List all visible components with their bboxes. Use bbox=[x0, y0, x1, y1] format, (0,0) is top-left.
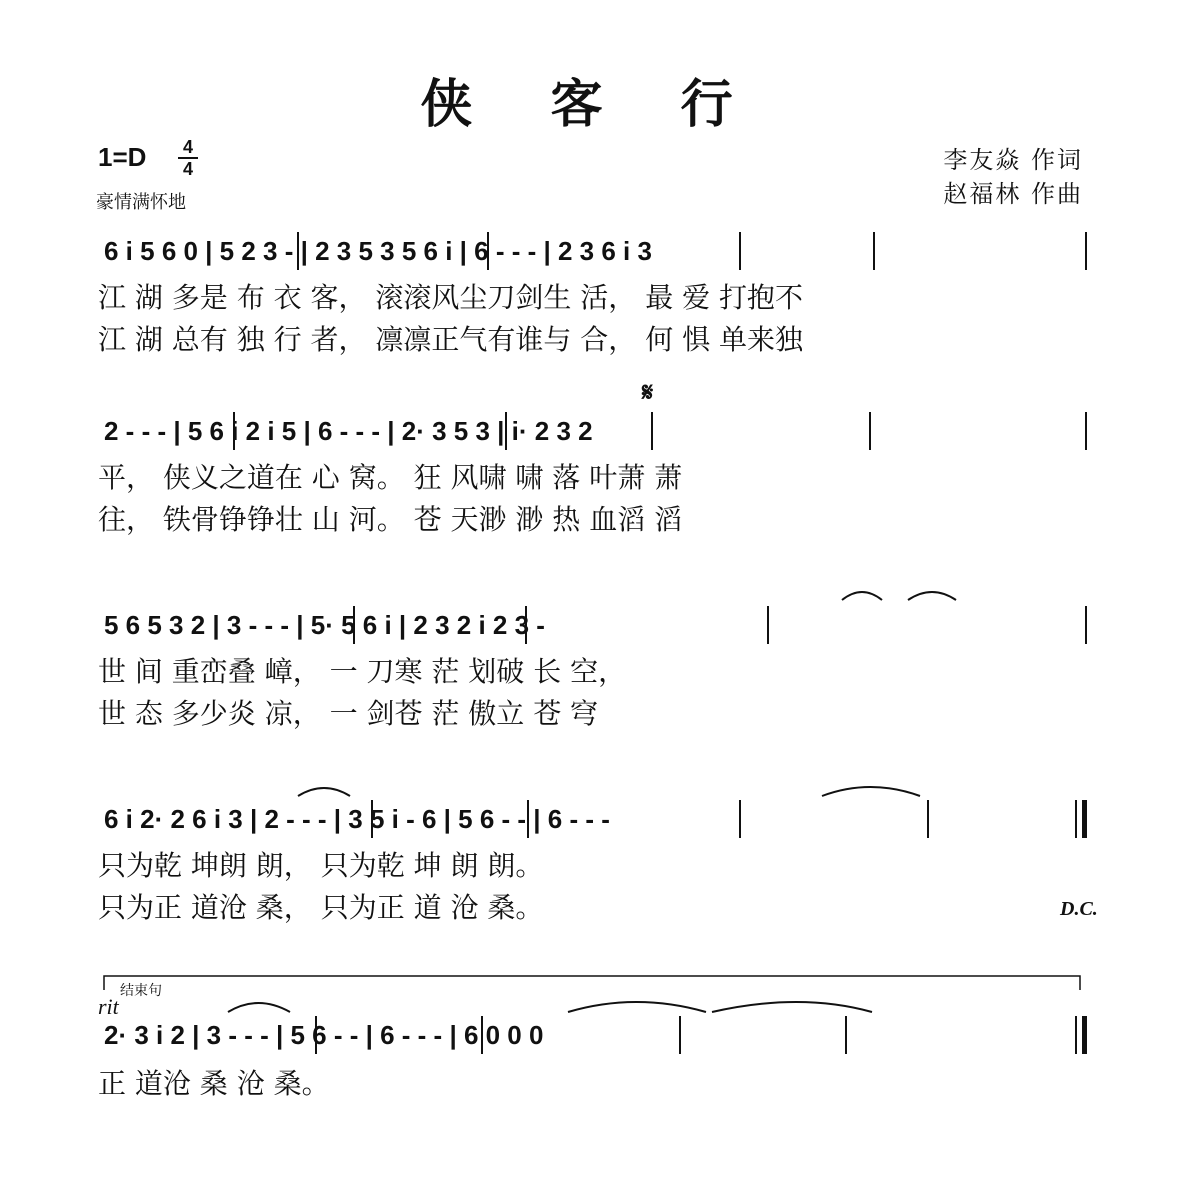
system-4-lyrics-verse-2: 只为正 道沧 桑， 只为正 道 沧 桑。 bbox=[98, 891, 544, 924]
dc-marking: D.C. bbox=[1060, 898, 1098, 920]
system-5-lyrics: 正 道沧 桑 沧 桑。 bbox=[98, 1067, 330, 1100]
system-2-lyrics-verse-1: 平， 侠义之道在 心 窝。 狂 风啸 啸 落 叶萧 萧 bbox=[98, 461, 683, 494]
slur bbox=[712, 1002, 872, 1012]
coda-bracket bbox=[104, 976, 1080, 990]
system-2-notes: 2 - - - | 5 6 i 2 i 5 | 6 - - - | 2· 3 5 3 | i· 2 3 2 bbox=[104, 416, 593, 446]
slur bbox=[568, 1002, 706, 1012]
coda-label: 结束句 bbox=[120, 983, 162, 999]
system-1-lyrics-verse-1: 江 湖 多是 布 衣 客， 滚滚风尘刀剑生 活， 最 爱 打抱不 bbox=[98, 281, 804, 314]
lyricist-credit: 李友焱 作词 bbox=[943, 146, 1083, 174]
system-1-barlines bbox=[298, 232, 1086, 270]
composer-credit: 赵福林 作曲 bbox=[943, 180, 1083, 208]
segno-sign: 𝄋 bbox=[642, 378, 654, 408]
system-3-barlines bbox=[354, 606, 1086, 644]
final-barline bbox=[1082, 800, 1087, 838]
system-3-lyrics-verse-2: 世 态 多少炎 凉， 一 剑苍 茫 傲立 苍 穹 bbox=[98, 697, 599, 730]
system-1-notes: 6 i 5 6 0 | 5 2 3 - | 2 3 5 3 5 6 i | 6 - - - | 2 3 6 i 3 bbox=[104, 236, 652, 266]
rit-marking: rit bbox=[98, 994, 119, 1019]
system-1-lyrics-verse-2: 江 湖 总有 独 行 者， 凛凛正气有谁与 合， 何 惧 单来独 bbox=[98, 323, 804, 356]
system-2-barlines bbox=[234, 412, 1086, 450]
slur bbox=[822, 787, 920, 796]
system-4-notes: 6 i 2· 2 6 i 3 | 2 - - - | 3 5 i - 6 | 5 6 - - | 6 - - - bbox=[104, 804, 610, 834]
system-4-lyrics-verse-1: 只为乾 坤朗 朗， 只为乾 坤 朗 朗。 bbox=[98, 849, 544, 882]
slur bbox=[298, 788, 350, 796]
system-3-lyrics-verse-1: 世 间 重峦叠 嶂， 一 刀寒 茫 划破 长 空， bbox=[98, 655, 627, 688]
system-5-notes: 2· 3 i 2 | 3 - - - | 5 6 - - | 6 - - - | 6 0 0 0 bbox=[104, 1020, 544, 1050]
song-title: 侠 客 行 bbox=[420, 74, 763, 135]
system-4-barlines bbox=[372, 800, 1076, 838]
system-5-barlines bbox=[316, 1016, 1076, 1054]
key-signature: 1=D bbox=[98, 142, 147, 172]
system-3-notes: 5 6 5 3 2 | 3 - - - | 5· 5 6 i | 2 3 2 i 2 3 - bbox=[104, 610, 545, 640]
slurs bbox=[228, 592, 956, 1012]
time-signature-bottom: 4 bbox=[182, 159, 193, 179]
time-signature-top: 4 bbox=[182, 137, 193, 157]
slur bbox=[228, 1003, 290, 1012]
slur bbox=[908, 592, 956, 600]
tempo-marking: 豪情满怀地 bbox=[96, 192, 186, 213]
slur bbox=[842, 592, 882, 600]
system-2-lyrics-verse-2: 往， 铁骨铮铮壮 山 河。 苍 天渺 渺 热 血滔 滔 bbox=[98, 503, 683, 536]
end-barline bbox=[1082, 1016, 1087, 1054]
